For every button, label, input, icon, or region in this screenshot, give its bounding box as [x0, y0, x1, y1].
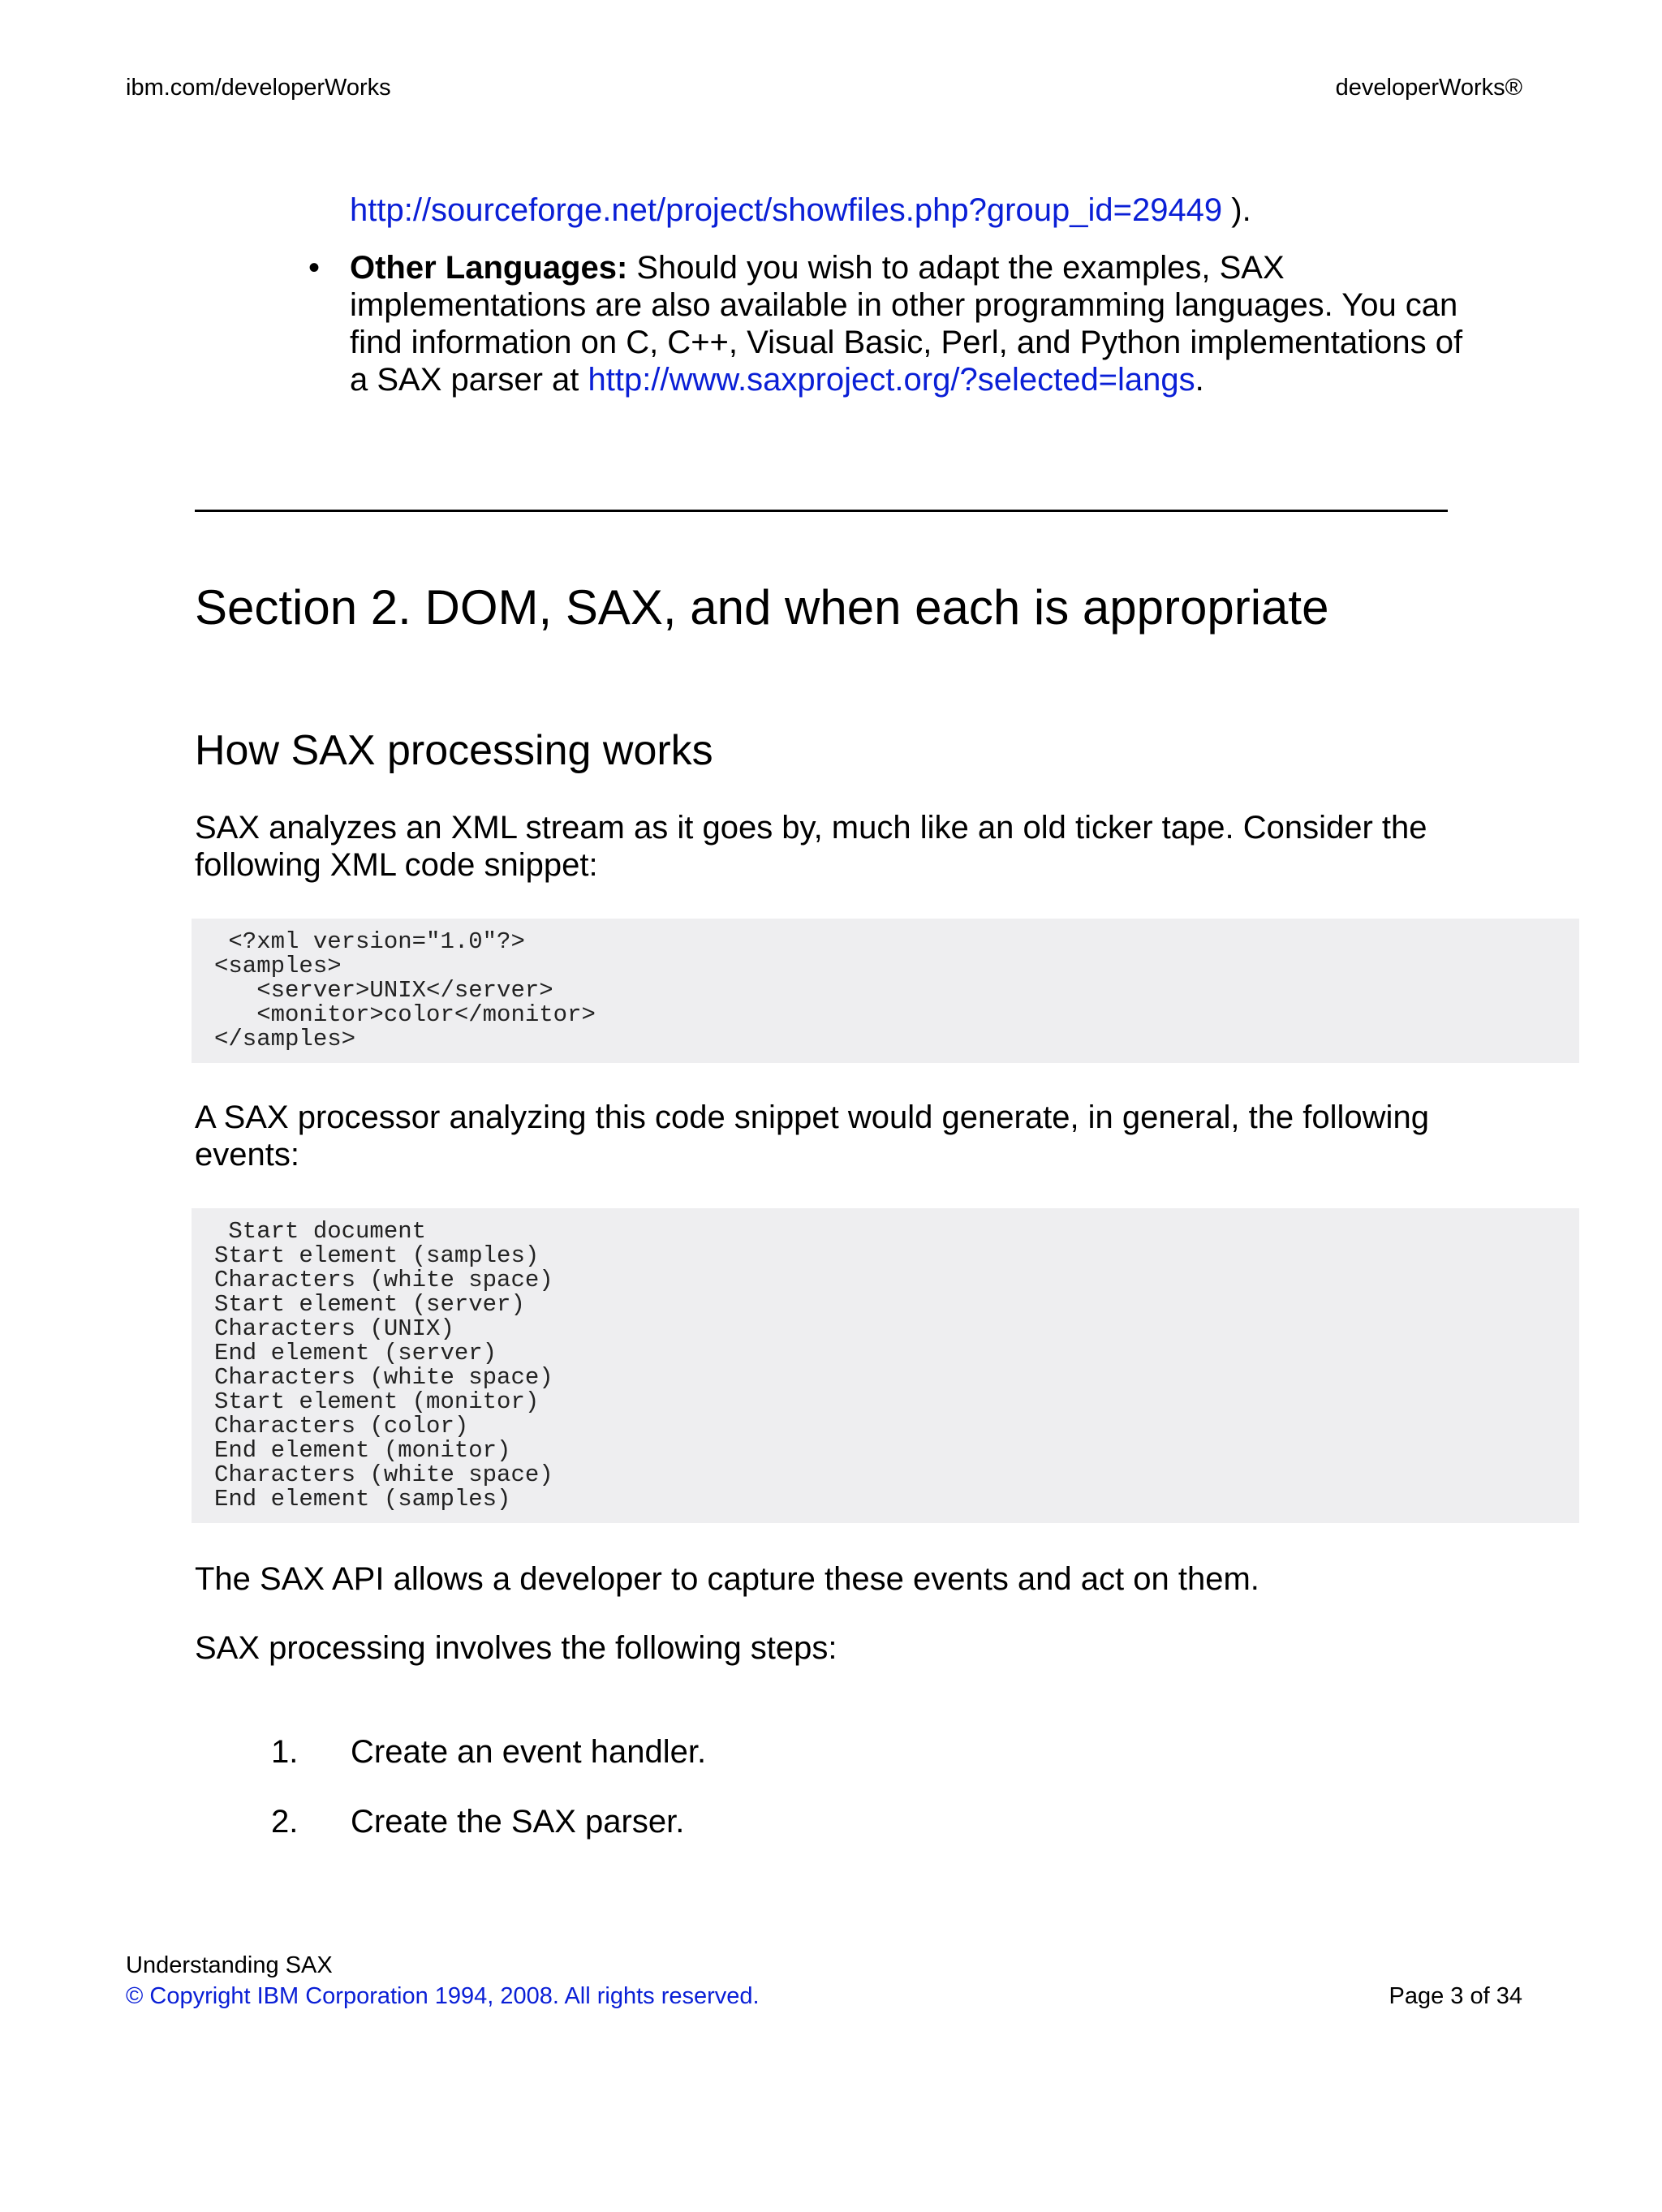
code-line: Start element (monitor): [214, 1388, 540, 1415]
continuation-line: [350, 192, 1251, 229]
paragraph-events-intro: A SAX processor analyzing this code snippet would generate, in general, the following events:: [195, 1100, 1429, 1173]
code-line: <samples>: [214, 953, 342, 979]
code-line: <server>UNIX</server>: [214, 977, 553, 1004]
code-line: End element (monitor): [214, 1437, 511, 1464]
paragraph-api: The SAX API allows a developer to capture these events and act on them.: [195, 1561, 1259, 1597]
code-line: </samples>: [214, 1026, 356, 1052]
saxproject-link[interactable]: http://www.saxproject.org/?selected=langs: [588, 362, 1195, 398]
step-text: Create the SAX parser.: [351, 1804, 685, 1840]
section-title: Section 2. DOM, SAX, and when each is appropriate: [195, 580, 1329, 635]
code-line: Characters (UNIX): [214, 1315, 454, 1342]
footer-copyright-link[interactable]: © Copyright IBM Corporation 1994, 2008. All rights reserved.: [126, 1983, 760, 2009]
continuation-suffix: ).: [1222, 192, 1251, 228]
subsection-title: How SAX processing works: [195, 727, 713, 774]
bullet-body: Should you wish to adapt the examples, SAX implementations are also available in other programming languages. You can find information on C, C++, Visual Basic, Perl, and Python implementations of a SAX parser at: [350, 250, 1463, 398]
header-brand: developerWorks®: [1335, 75, 1522, 101]
code-line: Characters (color): [214, 1413, 469, 1440]
footer-title: Understanding SAX: [126, 1952, 333, 1978]
code-line: End element (samples): [214, 1486, 511, 1513]
code-line: <monitor>color</monitor>: [214, 1001, 596, 1028]
sourceforge-link[interactable]: http://sourceforge.net/project/showfiles.php?group_id=29449: [350, 192, 1223, 228]
code-line: Start document: [214, 1218, 427, 1245]
paragraph-intro: SAX analyzes an XML stream as it goes by, much like an old ticker tape. Consider the following XML code snippet:: [195, 810, 1427, 883]
step-number: 1.: [271, 1734, 299, 1770]
code-line: Characters (white space): [214, 1267, 553, 1293]
paragraph-steps-intro: SAX processing involves the following steps:: [195, 1630, 837, 1666]
bullet-dot: •: [308, 250, 321, 286]
bullet-lead: Other Languages:: [350, 250, 628, 286]
code-block-events: [192, 1208, 1579, 1523]
step-number: 2.: [271, 1804, 299, 1840]
code-block-xml: [192, 919, 1579, 1063]
code-line: Characters (white space): [214, 1364, 553, 1391]
bullet-end: .: [1195, 362, 1204, 398]
bullet-text: [350, 249, 1470, 398]
section-divider: [195, 510, 1448, 512]
code-line: End element (server): [214, 1340, 497, 1366]
code-line: Characters (white space): [214, 1461, 553, 1488]
code-line: Start element (server): [214, 1291, 525, 1318]
code-line: Start element (samples): [214, 1242, 540, 1269]
step-text: Create an event handler.: [351, 1734, 707, 1770]
code-line: <?xml version="1.0"?>: [214, 928, 525, 955]
header-site: ibm.com/developerWorks: [126, 75, 391, 101]
footer-page-number: Page 3 of 34: [1389, 1983, 1522, 2009]
